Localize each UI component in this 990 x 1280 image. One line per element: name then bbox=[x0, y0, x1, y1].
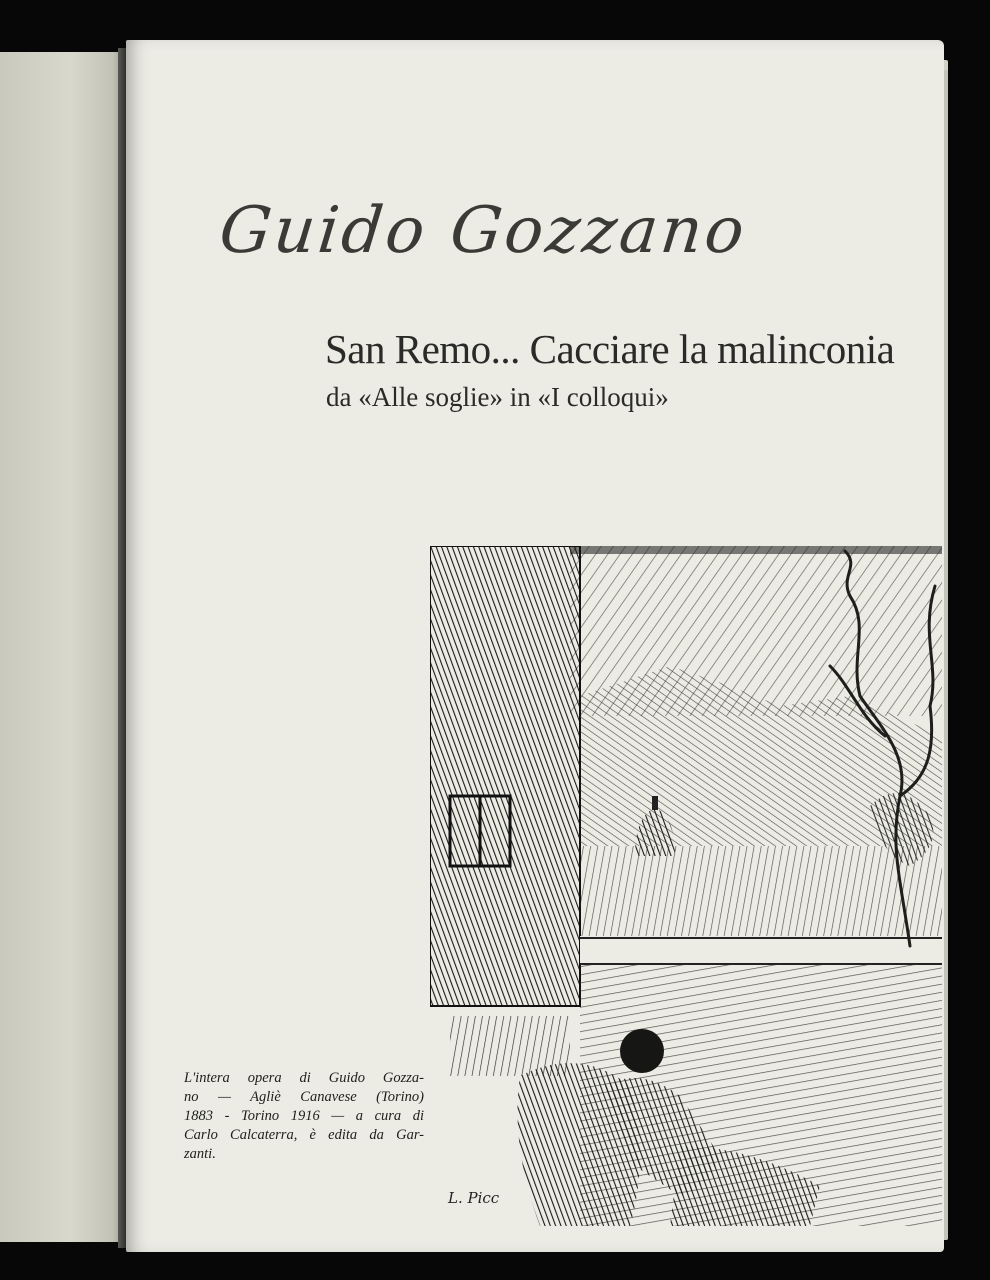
caption bbox=[184, 1069, 424, 1164]
caption-line: 1883 - Torino 1916 — a cura di bbox=[184, 1108, 424, 1124]
caption-line: L'intera opera di Guido Gozza- bbox=[184, 1070, 424, 1086]
ink-illustration bbox=[430, 546, 942, 1226]
caption-line: zanti. bbox=[184, 1146, 216, 1162]
page-title: San Remo... Cacciare la malinconia bbox=[325, 326, 895, 372]
artist-signature: L. Picc bbox=[448, 1189, 500, 1207]
page-subtitle: da «Alle soglie» in «I colloqui» bbox=[326, 382, 669, 412]
caption-line: Carlo Calcaterra, è edita da Gar- bbox=[184, 1127, 424, 1143]
left-page-edge bbox=[0, 52, 128, 1242]
author-name: Guido Gozzano bbox=[216, 194, 751, 268]
caption-line: no — Agliè Canavese (Torino) bbox=[184, 1089, 424, 1105]
